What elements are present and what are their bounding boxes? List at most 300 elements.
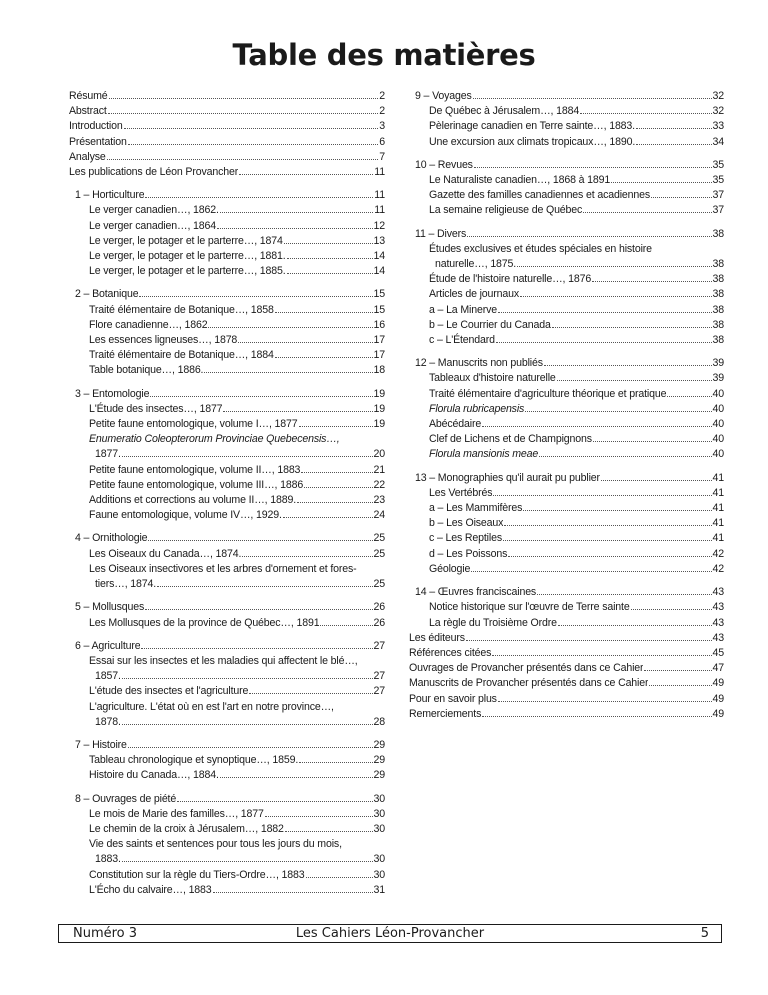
dot-leader bbox=[275, 312, 373, 313]
toc-entry[interactable] bbox=[69, 303, 385, 318]
toc-entry-page: 37 bbox=[712, 189, 724, 202]
dot-leader bbox=[644, 670, 711, 671]
toc-entry-label: La règle du Troisième Ordre bbox=[429, 616, 557, 629]
toc-entry-label: Le chemin de la croix à Jérusalem…, 1882 bbox=[89, 822, 284, 835]
toc-entry-page: 39 bbox=[712, 372, 724, 385]
toc-entry-label: 13 – Monographies qu'il aurait pu publier bbox=[415, 471, 600, 484]
dot-leader bbox=[301, 472, 372, 473]
dot-leader bbox=[145, 609, 372, 610]
dot-leader bbox=[558, 625, 712, 626]
dot-leader bbox=[474, 167, 712, 168]
journal-name: Les Cahiers Léon-Provancher bbox=[295, 926, 485, 941]
dot-leader bbox=[284, 243, 373, 244]
dot-leader bbox=[275, 357, 373, 358]
dot-leader bbox=[467, 236, 711, 237]
toc-entry-label: Présentation bbox=[69, 135, 127, 148]
toc-entry-page: 11 bbox=[374, 204, 385, 217]
toc-entry-label: Florula rubricapensis bbox=[429, 402, 525, 415]
dot-leader bbox=[139, 296, 372, 297]
toc-entry-label: 12 – Manuscrits non publiés bbox=[415, 357, 543, 370]
toc-entry-label: Histoire du Canada…, 1884. bbox=[89, 769, 219, 782]
toc-entry-page: 45 bbox=[712, 646, 724, 659]
dot-leader bbox=[213, 892, 373, 893]
toc-section-heading[interactable] bbox=[69, 738, 385, 753]
toc-entry[interactable] bbox=[409, 432, 724, 447]
toc-entry-page: 29 bbox=[373, 738, 385, 751]
toc-entry[interactable] bbox=[409, 692, 724, 707]
toc-entry-page: 49 bbox=[712, 677, 724, 690]
toc-entry-page: 38 bbox=[712, 303, 724, 316]
toc-entry-page: 24 bbox=[373, 509, 385, 522]
dot-leader bbox=[124, 128, 379, 129]
toc-entry-label: Traité élémentaire de Botanique…, 1858 bbox=[89, 303, 274, 316]
toc-entry[interactable] bbox=[69, 807, 385, 822]
toc-entry[interactable] bbox=[409, 547, 724, 562]
toc-entry-page: 25 bbox=[373, 578, 385, 591]
toc-entry[interactable] bbox=[69, 463, 385, 478]
dot-leader bbox=[306, 877, 373, 878]
dot-leader bbox=[223, 411, 372, 412]
toc-entry-label: Les essences ligneuses…, 1878 bbox=[89, 334, 238, 347]
toc-entry-label: 11 – Divers bbox=[415, 227, 467, 240]
dot-leader bbox=[557, 380, 712, 381]
toc-entry-label: Clef de Lichens et de Champignons bbox=[429, 433, 592, 446]
toc-entry-page: 41 bbox=[712, 517, 724, 530]
toc-entry[interactable] bbox=[69, 768, 385, 783]
toc-entry-label: 5 – Mollusques bbox=[75, 601, 145, 614]
toc-entry[interactable] bbox=[69, 868, 385, 883]
dot-leader bbox=[498, 312, 712, 313]
toc-entry-page: 3 bbox=[379, 120, 385, 133]
dot-leader bbox=[601, 480, 712, 481]
toc-entry-label: Pèlerinage canadien en Terre sainte…, 1883. bbox=[429, 120, 635, 133]
toc-entry-label: Introduction bbox=[69, 120, 123, 133]
toc-entry-label: 4 – Ornithologie bbox=[75, 532, 148, 545]
toc-entry[interactable] bbox=[409, 631, 724, 646]
issue-number: Numéro 3 bbox=[73, 926, 138, 941]
dot-leader bbox=[239, 174, 373, 175]
toc-entry[interactable] bbox=[69, 822, 385, 837]
toc-entry-label: Géologie bbox=[429, 562, 471, 575]
dot-leader bbox=[496, 342, 712, 343]
toc-entry-label: Les Oiseaux insectivores et les arbres d'ornement et fores- bbox=[89, 562, 357, 575]
toc-entry[interactable] bbox=[69, 264, 385, 279]
toc-entry[interactable] bbox=[409, 486, 724, 501]
toc-entry[interactable] bbox=[409, 600, 724, 615]
toc-entry-page: 37 bbox=[712, 204, 724, 217]
toc-entry-label: L'agriculture. L'état où en est l'art en notre province…, bbox=[89, 700, 334, 713]
toc-entry-page: 40 bbox=[712, 418, 724, 431]
toc-section-heading[interactable] bbox=[69, 188, 385, 203]
toc-entry-label: Analyse bbox=[69, 150, 106, 163]
toc-entry-label: Une excursion aux climats tropicaux…, 1890. bbox=[429, 135, 636, 148]
toc-entry[interactable] bbox=[69, 478, 385, 493]
toc-entry[interactable] bbox=[409, 707, 724, 722]
toc-entry-page: 19 bbox=[373, 402, 385, 415]
toc-entry[interactable] bbox=[409, 646, 724, 661]
dot-leader bbox=[631, 609, 712, 610]
toc-entry-label: Ouvrages de Provancher présentés dans ce Cahier bbox=[409, 662, 644, 675]
toc-entry-label: d – Les Poissons bbox=[429, 547, 508, 560]
toc-entry-label: Additions et corrections au volume II…, 1889. bbox=[89, 494, 297, 507]
toc-entry-label: a – La Minerve bbox=[429, 303, 497, 316]
toc-entry-page: 38 bbox=[712, 227, 724, 240]
toc-entry[interactable] bbox=[69, 684, 385, 699]
dot-leader bbox=[148, 540, 372, 541]
toc-entry-page: 35 bbox=[712, 158, 724, 171]
toc-entry[interactable] bbox=[409, 531, 724, 546]
toc-entry-page: 27 bbox=[373, 670, 385, 683]
dot-leader bbox=[107, 159, 379, 160]
toc-entry-page: 49 bbox=[712, 692, 724, 705]
toc-entry[interactable] bbox=[69, 119, 385, 134]
toc-section-heading[interactable] bbox=[409, 158, 724, 173]
dot-leader bbox=[157, 586, 372, 587]
dot-leader bbox=[636, 144, 711, 145]
toc-entry-label: Le mois de Marie des familles…, 1877 bbox=[89, 807, 264, 820]
toc-entry-page: 38 bbox=[712, 258, 724, 271]
toc-entry-label: Résumé bbox=[69, 90, 108, 102]
toc-entry-page: 11 bbox=[374, 166, 385, 179]
toc-entry-label: Vie des saints et sentences pour tous les jours du mois, bbox=[89, 838, 342, 851]
page-number: 5 bbox=[700, 926, 709, 941]
toc-entry-label: L'Étude des insectes…, 1877 bbox=[89, 402, 223, 415]
dot-leader bbox=[466, 640, 712, 641]
toc-entry-label: L'Écho du calvaire…, 1883 bbox=[89, 883, 212, 896]
toc-entry-page: 39 bbox=[712, 357, 724, 370]
toc-entry-page: 21 bbox=[373, 463, 385, 476]
toc-entry-page: 29 bbox=[373, 769, 385, 782]
toc-entry-label: Les éditeurs bbox=[409, 631, 465, 644]
toc-entry-page: 33 bbox=[712, 120, 724, 133]
toc-entry-page: 18 bbox=[373, 364, 385, 377]
dot-leader bbox=[544, 365, 712, 366]
toc-section-heading[interactable] bbox=[409, 471, 724, 486]
toc-entry-page: 32 bbox=[712, 90, 724, 102]
dot-leader bbox=[287, 273, 373, 274]
dot-leader bbox=[285, 831, 373, 832]
toc-entry[interactable] bbox=[409, 119, 724, 134]
toc-entry[interactable] bbox=[69, 348, 385, 363]
toc-entry-label: 7 – Histoire bbox=[75, 738, 127, 751]
toc-entry[interactable] bbox=[409, 501, 724, 516]
dot-leader bbox=[471, 571, 711, 572]
toc-entry[interactable] bbox=[409, 402, 724, 417]
toc-entry[interactable] bbox=[69, 547, 385, 562]
toc-entry-label-continued: tiers…, 1874. bbox=[95, 578, 157, 591]
toc-entry-page: 26 bbox=[373, 601, 385, 614]
toc-entry[interactable] bbox=[409, 516, 724, 531]
toc-entry-label: Le Naturaliste canadien…, 1868 à 1891 bbox=[429, 174, 611, 187]
toc-entry[interactable] bbox=[409, 616, 724, 631]
toc-entry[interactable] bbox=[69, 104, 385, 119]
toc-section-heading[interactable] bbox=[409, 89, 724, 104]
toc-entry[interactable] bbox=[69, 135, 385, 150]
toc-entry-page: 22 bbox=[373, 478, 385, 491]
toc-entry-label: Table botanique…, 1886. bbox=[89, 364, 204, 377]
toc-entry-page: 30 bbox=[373, 792, 385, 805]
dot-leader bbox=[242, 556, 372, 557]
toc-entry-page: 42 bbox=[712, 547, 724, 560]
toc-entry[interactable] bbox=[409, 676, 724, 691]
toc-entry-label: Les Mollusques de la province de Québec…, 1891 bbox=[89, 616, 320, 629]
toc-entry-label: Flore canadienne…, 1862 bbox=[89, 318, 208, 331]
toc-entry-label-continued: 1857. bbox=[95, 670, 121, 683]
toc-entry[interactable] bbox=[409, 562, 724, 577]
dot-leader bbox=[525, 411, 711, 412]
toc-entry[interactable] bbox=[69, 249, 385, 264]
toc-entry-label-continued: 1878. bbox=[95, 715, 121, 728]
toc-entry-label: Les publications de Léon Provancher bbox=[69, 166, 239, 179]
toc-entry[interactable] bbox=[69, 432, 385, 462]
toc-entry-label: Tableau chronologique et synoptique…, 1859. bbox=[89, 754, 299, 767]
dot-leader bbox=[145, 197, 373, 198]
toc-section-heading[interactable] bbox=[409, 356, 724, 371]
toc-entry-page: 15 bbox=[373, 303, 385, 316]
toc-section-heading[interactable] bbox=[69, 792, 385, 807]
toc-entry-page: 17 bbox=[373, 334, 385, 347]
toc-entry-label: Le verger, le potager et le parterre…, 1874 bbox=[89, 234, 283, 247]
toc-entry-page: 13 bbox=[373, 234, 385, 247]
toc-entry-page: 40 bbox=[712, 448, 724, 461]
toc-entry-page: 30 bbox=[373, 807, 385, 820]
toc-entry-page: 27 bbox=[373, 685, 385, 698]
toc-entry-page: 19 bbox=[373, 418, 385, 431]
toc-entry[interactable] bbox=[69, 203, 385, 218]
toc-entry-page: 41 bbox=[712, 471, 724, 484]
toc-entry-page: 43 bbox=[712, 601, 724, 614]
toc-entry[interactable] bbox=[69, 700, 385, 730]
toc-entry-label: 2 – Botanique bbox=[75, 288, 139, 301]
toc-entry[interactable] bbox=[409, 318, 724, 333]
toc-section-heading[interactable] bbox=[69, 287, 385, 302]
dot-leader bbox=[249, 693, 372, 694]
toc-entry-page: 15 bbox=[373, 288, 385, 301]
dot-leader bbox=[636, 128, 712, 129]
toc-entry-label-continued: 1877. bbox=[95, 448, 121, 461]
toc-entry-label-continued: 1883. bbox=[95, 853, 121, 866]
dot-leader bbox=[517, 266, 711, 267]
page-footer bbox=[58, 924, 722, 943]
toc-entry-page: 23 bbox=[373, 494, 385, 507]
toc-entry-page: 16 bbox=[373, 318, 385, 331]
toc-entry-page: 40 bbox=[712, 433, 724, 446]
toc-entry-label: Petite faune entomologique, volume II…, 1883 bbox=[89, 463, 301, 476]
toc-entry-label: Enumeratio Coleopterorum Provinciae Quebecensis…, bbox=[89, 433, 340, 446]
toc-entry-label: Les Oiseaux du Canada…, 1874. bbox=[89, 547, 242, 560]
toc-entry[interactable] bbox=[69, 837, 385, 867]
toc-entry[interactable] bbox=[409, 173, 724, 188]
dot-leader bbox=[503, 540, 712, 541]
toc-entry-label: Traité élémentaire d'agriculture théorique et pratique bbox=[429, 387, 667, 400]
dot-leader bbox=[593, 441, 712, 442]
toc-entry-page: 43 bbox=[712, 616, 724, 629]
dot-leader bbox=[122, 724, 373, 725]
dot-leader bbox=[299, 762, 372, 763]
toc-entry[interactable] bbox=[69, 616, 385, 631]
toc-entry[interactable] bbox=[409, 371, 724, 386]
toc-right-column bbox=[409, 89, 724, 722]
toc-section-heading[interactable] bbox=[69, 531, 385, 546]
toc-entry[interactable] bbox=[409, 104, 724, 119]
toc-entry-page: 30 bbox=[373, 853, 385, 866]
dot-leader bbox=[265, 816, 373, 817]
toc-entry-page: 14 bbox=[373, 250, 385, 263]
toc-entry-label: Manuscrits de Provancher présentés dans ce Cahier bbox=[409, 677, 649, 690]
dot-leader bbox=[150, 396, 372, 397]
dot-leader bbox=[108, 113, 379, 114]
toc-entry-page: 26 bbox=[373, 616, 385, 629]
toc-entry-page: 25 bbox=[373, 532, 385, 545]
dot-leader bbox=[238, 342, 372, 343]
toc-entry-page: 20 bbox=[373, 448, 385, 461]
toc-entry[interactable] bbox=[409, 203, 724, 218]
dot-leader bbox=[520, 296, 711, 297]
toc-entry-label: a – Les Mammifères bbox=[429, 502, 523, 515]
toc-section-heading[interactable] bbox=[409, 585, 724, 600]
toc-entry-label: Tableaux d'histoire naturelle bbox=[429, 372, 556, 385]
toc-entry-page: 40 bbox=[712, 402, 724, 415]
toc-entry[interactable] bbox=[409, 242, 724, 272]
toc-entry-label: Abécédaire bbox=[429, 418, 482, 431]
toc-entry-label: b – Le Courrier du Canada bbox=[429, 318, 551, 331]
toc-entry-label: Études exclusives et études spéciales en histoire bbox=[429, 242, 652, 255]
toc-entry[interactable] bbox=[409, 447, 724, 462]
toc-entry-label: Articles de journaux bbox=[429, 288, 520, 301]
toc-entry[interactable] bbox=[409, 272, 724, 287]
dot-leader bbox=[204, 372, 372, 373]
toc-entry[interactable] bbox=[409, 135, 724, 150]
toc-entry-page: 6 bbox=[379, 135, 385, 148]
toc-entry-page: 28 bbox=[373, 715, 385, 728]
toc-entry-label: La semaine religieuse de Québec bbox=[429, 204, 583, 217]
toc-entry[interactable] bbox=[409, 387, 724, 402]
dot-leader bbox=[508, 556, 711, 557]
toc-entry[interactable] bbox=[409, 333, 724, 348]
dot-leader bbox=[122, 861, 373, 862]
toc-entry-label: Petite faune entomologique, volume III…, 1886 bbox=[89, 478, 304, 491]
dot-leader bbox=[217, 228, 373, 229]
dot-leader bbox=[493, 495, 711, 496]
toc-entry-label: c – L'Étendard bbox=[429, 334, 495, 347]
toc-entry-label: Gazette des familles canadiennes et acadiennes bbox=[429, 189, 651, 202]
toc-entry-page: 2 bbox=[379, 105, 385, 118]
toc-entry-label: De Québec à Jérusalem…, 1884 bbox=[429, 105, 580, 118]
toc-entry[interactable] bbox=[409, 661, 724, 676]
toc-section-heading[interactable] bbox=[409, 227, 724, 242]
toc-entry[interactable] bbox=[69, 363, 385, 378]
toc-entry-label: 8 – Ouvrages de piété bbox=[75, 792, 177, 805]
toc-entry-label: L'étude des insectes et l'agriculture bbox=[89, 685, 249, 698]
toc-entry[interactable] bbox=[69, 89, 385, 104]
toc-entry[interactable] bbox=[69, 417, 385, 432]
toc-entry[interactable] bbox=[69, 219, 385, 234]
toc-entry[interactable] bbox=[69, 562, 385, 592]
toc-entry-page: 7 bbox=[379, 150, 385, 163]
toc-entry-label: Petite faune entomologique, volume I…, 1877 bbox=[89, 418, 298, 431]
dot-leader bbox=[611, 182, 711, 183]
toc-entry[interactable] bbox=[69, 333, 385, 348]
toc-entry-page: 49 bbox=[712, 707, 724, 720]
dot-leader bbox=[220, 777, 373, 778]
toc-entry-label: Constitution sur la règle du Tiers-Ordre…, 1883 bbox=[89, 868, 305, 881]
toc-left-column bbox=[69, 89, 385, 898]
dot-leader bbox=[208, 327, 372, 328]
toc-entry[interactable] bbox=[69, 508, 385, 523]
toc-entry[interactable] bbox=[409, 188, 724, 203]
toc-entry-label: 14 – Œuvres franciscaines bbox=[415, 586, 537, 599]
toc-entry[interactable] bbox=[69, 165, 385, 180]
dot-leader bbox=[297, 502, 373, 503]
toc-entry-label: 9 – Voyages bbox=[415, 90, 472, 102]
toc-entry-page: 12 bbox=[373, 219, 385, 232]
toc-entry-label: Essai sur les insectes et les maladies qui affectent le blé…, bbox=[89, 654, 358, 667]
dot-leader bbox=[498, 701, 712, 702]
toc-entry[interactable] bbox=[69, 318, 385, 333]
toc-entry-page: 38 bbox=[712, 273, 724, 286]
toc-section-heading[interactable] bbox=[69, 639, 385, 654]
dot-leader bbox=[649, 685, 711, 686]
toc-entry[interactable] bbox=[69, 883, 385, 898]
toc-section-heading[interactable] bbox=[69, 600, 385, 615]
toc-entry-label: Traité élémentaire de Botanique…, 1884 bbox=[89, 349, 274, 362]
toc-entry-page: 38 bbox=[712, 288, 724, 301]
dot-leader bbox=[109, 98, 379, 99]
dot-leader bbox=[583, 212, 711, 213]
dot-leader bbox=[122, 678, 373, 679]
toc-entry-label: Le verger, le potager et le parterre…, 1885. bbox=[89, 265, 286, 278]
toc-entry-label: 10 – Revues bbox=[415, 158, 473, 171]
dot-leader bbox=[141, 648, 372, 649]
toc-entry-label: Références citées bbox=[409, 646, 492, 659]
toc-entry-page: 32 bbox=[712, 105, 724, 118]
toc-entry[interactable] bbox=[69, 234, 385, 249]
toc-entry[interactable] bbox=[409, 287, 724, 302]
toc-entry-page: 41 bbox=[712, 532, 724, 545]
toc-entry-page: 38 bbox=[712, 334, 724, 347]
toc-entry-label: 3 – Entomologie bbox=[75, 387, 150, 400]
dot-leader bbox=[504, 525, 711, 526]
toc-entry[interactable] bbox=[69, 150, 385, 165]
toc-entry-label: Les Vertébrés bbox=[429, 486, 493, 499]
toc-entry-page: 41 bbox=[712, 486, 724, 499]
toc-entry-label: Pour en savoir plus bbox=[409, 692, 497, 705]
dot-leader bbox=[667, 396, 711, 397]
dot-leader bbox=[304, 487, 372, 488]
toc-entry-label: Notice historique sur l'œuvre de Terre sainte bbox=[429, 601, 630, 614]
toc-entry-page: 29 bbox=[373, 754, 385, 767]
toc-entry-page: 31 bbox=[373, 883, 385, 896]
dot-leader bbox=[128, 144, 379, 145]
dot-leader bbox=[299, 426, 373, 427]
toc-entry-page: 17 bbox=[373, 349, 385, 362]
toc-entry-page: 42 bbox=[712, 562, 724, 575]
toc-entry[interactable] bbox=[69, 654, 385, 684]
toc-section-heading[interactable] bbox=[69, 387, 385, 402]
toc-entry[interactable] bbox=[69, 493, 385, 508]
toc-entry[interactable] bbox=[69, 753, 385, 768]
toc-entry-page: 30 bbox=[373, 868, 385, 881]
toc-entry-page: 30 bbox=[373, 822, 385, 835]
toc-entry-label: Remerciements bbox=[409, 707, 482, 720]
toc-entry-page: 25 bbox=[373, 547, 385, 560]
toc-entry-page: 35 bbox=[712, 174, 724, 187]
toc-entry-page: 41 bbox=[712, 502, 724, 515]
toc-entry[interactable] bbox=[69, 402, 385, 417]
toc-entry[interactable] bbox=[409, 417, 724, 432]
page-title: Table des matières bbox=[232, 38, 536, 72]
toc-entry[interactable] bbox=[409, 303, 724, 318]
